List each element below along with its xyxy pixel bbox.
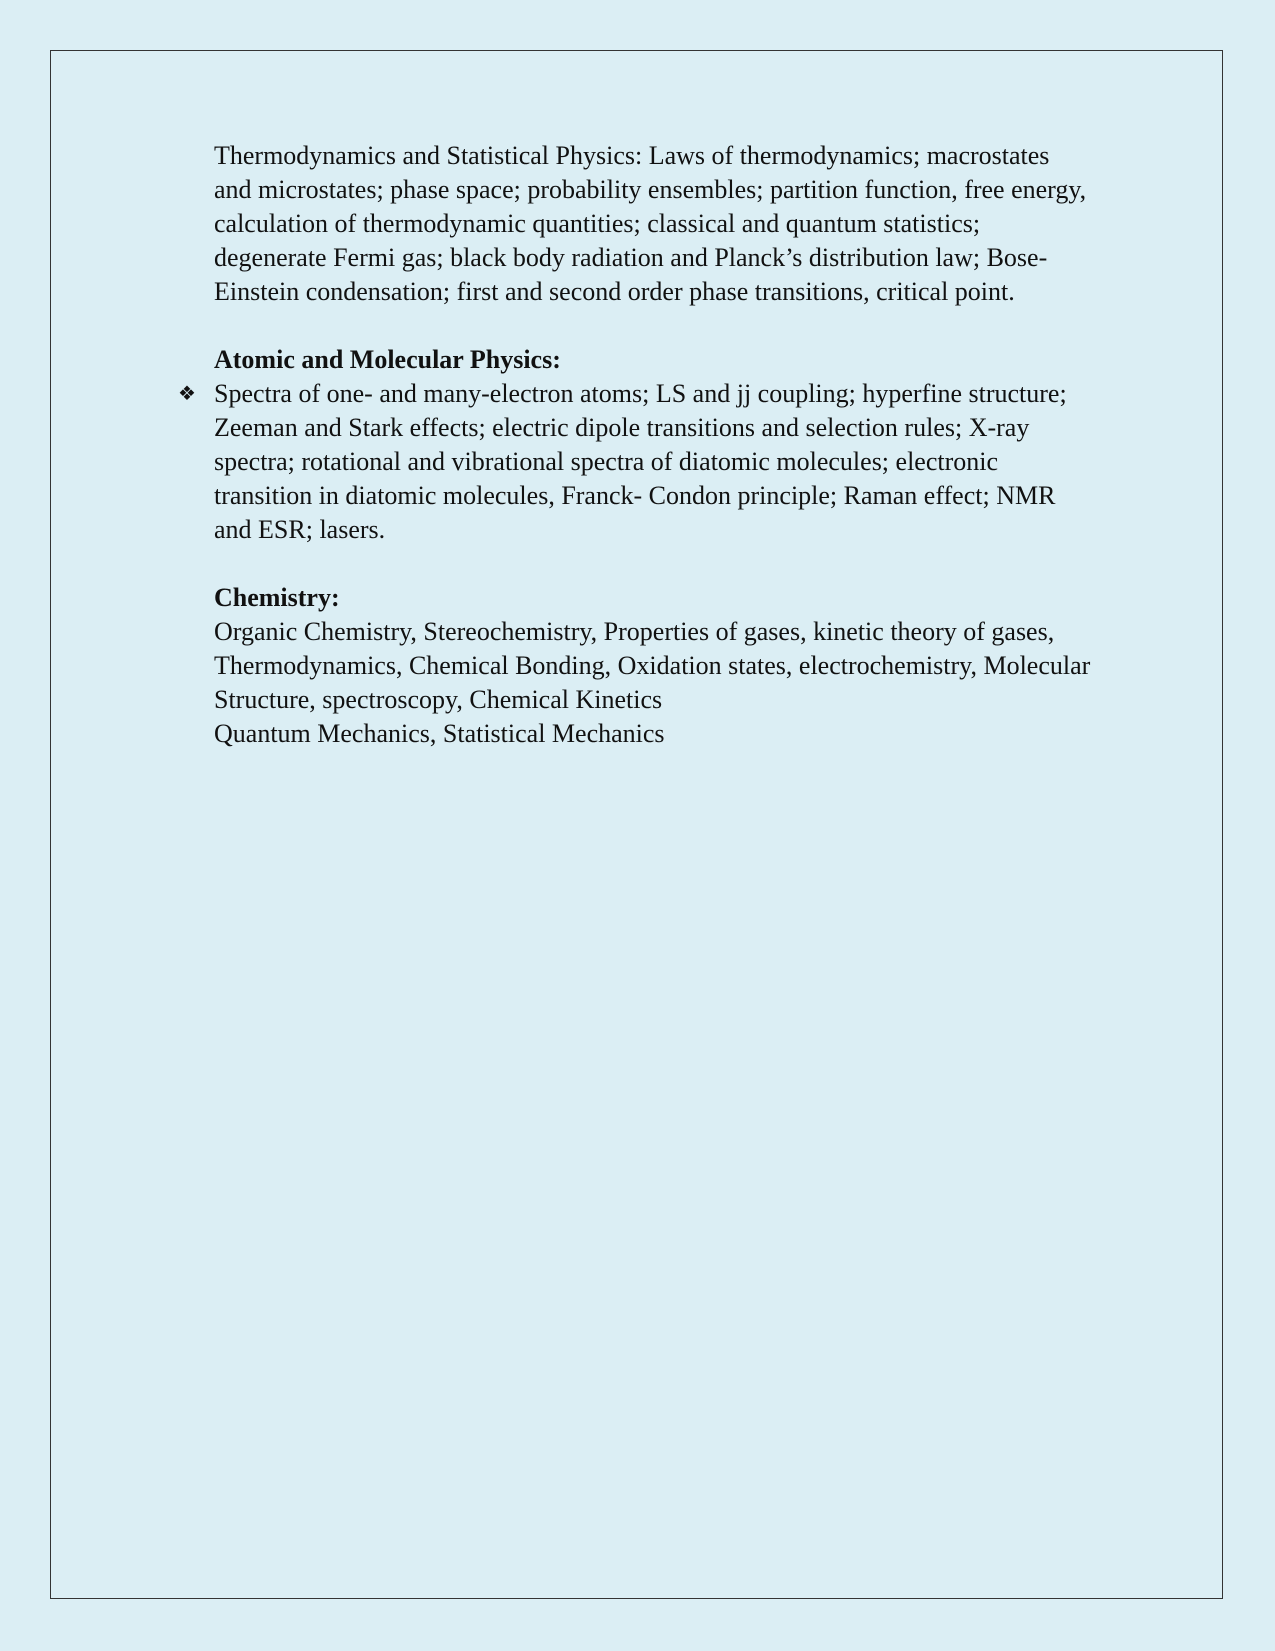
text-line: and ESR; lasers.	[214, 515, 386, 544]
text-line: Thermodynamics and Statistical Physics: Laws of thermodynamics; macrostates	[214, 141, 1050, 170]
atomic-molecular-bullet	[178, 377, 1154, 547]
text-line: Einstein condensation; first and second order phase transitions, critical point.	[214, 277, 1015, 306]
text-line: Structure, spectroscopy, Chemical Kinetics	[214, 685, 663, 714]
chemistry-paragraph	[214, 615, 1154, 751]
text-line: Thermodynamics, Chemical Bonding, Oxidation states, electrochemistry, Molecular	[214, 651, 1091, 680]
text-line: Organic Chemistry, Stereochemistry, Properties of gases, kinetic theory of gases,	[214, 617, 1055, 646]
text-line: Zeeman and Stark effects; electric dipole transitions and selection rules; X-ray	[214, 413, 1030, 442]
text-line: and microstates; phase space; probability ensembles; partition function, free energy,	[214, 175, 1087, 204]
text-line: Quantum Mechanics, Statistical Mechanics	[214, 719, 665, 748]
text-line: degenerate Fermi gas; black body radiation and Planck’s distribution law; Bose-	[214, 243, 1048, 272]
text-line: Spectra of one- and many-electron atoms; LS and jj coupling; hyperfine structure;	[214, 379, 1067, 408]
text-line: spectra; rotational and vibrational spectra of diatomic molecules; electronic	[214, 447, 999, 476]
document-content	[178, 139, 1154, 751]
diamond-bullet-icon: ❖	[178, 383, 196, 405]
text-line: transition in diatomic molecules, Franck- Condon principle; Raman effect; NMR	[214, 481, 1056, 510]
atomic-molecular-heading: Atomic and Molecular Physics:	[214, 345, 561, 374]
thermodynamics-paragraph	[214, 139, 1154, 309]
text-line: calculation of thermodynamic quantities; classical and quantum statistics;	[214, 209, 981, 238]
chemistry-heading: Chemistry:	[214, 583, 340, 612]
